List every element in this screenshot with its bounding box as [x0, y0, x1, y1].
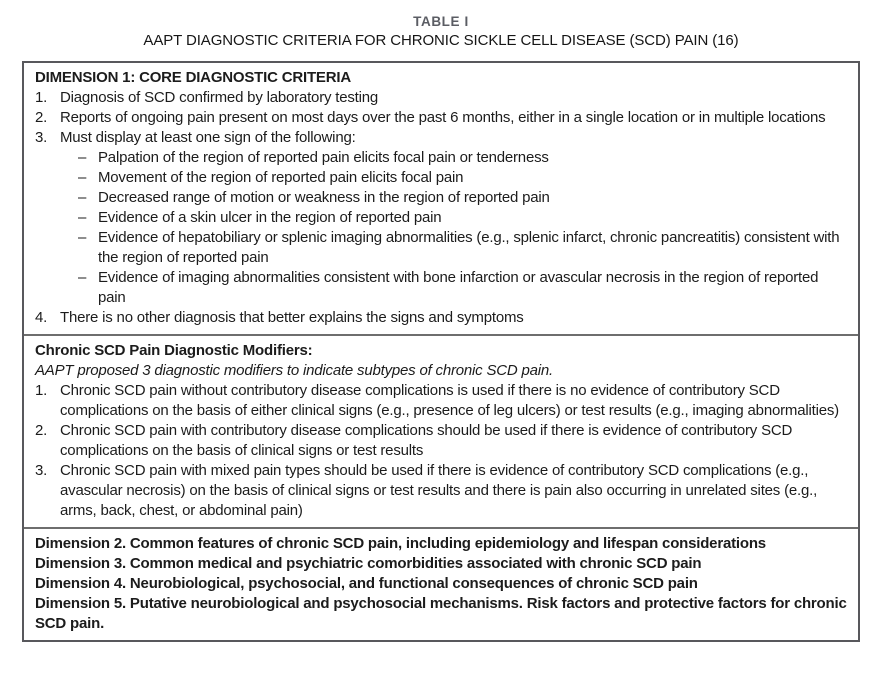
dash-marker: – — [78, 149, 87, 166]
item-number: 1. — [35, 382, 48, 399]
item-text: Chronic SCD pain without contributory disease complications is used if there is no evidence of contributory SCD complications on the basis of either clinical signs (e.g., presence of leg ulcers) or test results (e.g., imaging abnormalities) — [60, 382, 839, 419]
item-text: Chronic SCD pain with mixed pain types should be used if there is evidence of contributory SCD complications (e.g., avascular necrosis) on the basis of clinical signs or test results and there is pain also occurring in unrelated sites (e.g., arms, back, chest, or abdominal pain) — [60, 462, 818, 519]
table-caption — [0, 12, 882, 51]
table-title: AAPT DIAGNOSTIC CRITERIA FOR CHRONIC SICKLE CELL DISEASE (SCD) PAIN (16) — [143, 32, 739, 49]
item-number: 4. — [35, 309, 48, 326]
list-item — [35, 421, 848, 461]
item-text: Reports of ongoing pain present on most days over the past 6 months, either in a single location or in multiple locations — [60, 109, 826, 126]
dash-marker: – — [78, 229, 87, 246]
dash-marker: – — [78, 189, 87, 206]
item-text: There is no other diagnosis that better explains the signs and symptoms — [60, 309, 524, 326]
item-number: 2. — [35, 109, 48, 126]
sub-item-text: Evidence of imaging abnormalities consistent with bone infarction or avascular necrosis in the region of reported pain — [98, 269, 819, 306]
list-item — [35, 461, 848, 521]
dimension-2-line: Dimension 2. Common features of chronic SCD pain, including epidemiology and lifespan considerations — [35, 535, 766, 552]
item-number: 1. — [35, 89, 48, 106]
item-number: 3. — [35, 462, 48, 479]
sub-list-item — [78, 228, 848, 268]
sub-item-text: Decreased range of motion or weakness in the region of reported pain — [98, 189, 550, 206]
item-number: 2. — [35, 422, 48, 439]
section-dimensions-2-5 — [24, 527, 858, 640]
criteria-table — [22, 61, 860, 642]
sub-list-item — [78, 188, 848, 208]
list-item — [35, 108, 848, 128]
section-diagnostic-modifiers — [24, 334, 858, 527]
table-number: TABLE I — [413, 14, 469, 29]
section-dimension-1-heading: DIMENSION 1: CORE DIAGNOSTIC CRITERIA — [35, 69, 351, 86]
item-text: Diagnosis of SCD confirmed by laboratory testing — [60, 89, 379, 106]
dimension-3-line: Dimension 3. Common medical and psychiatric comorbidities associated with chronic SCD pain — [35, 555, 702, 572]
item-text: Must display at least one sign of the following: — [60, 129, 356, 146]
list-item — [35, 88, 848, 108]
list-item — [35, 128, 848, 148]
dash-marker: – — [78, 169, 87, 186]
sub-list-item — [78, 208, 848, 228]
sub-list-item — [78, 168, 848, 188]
sub-list-item — [78, 268, 848, 308]
dimension-5-line: Dimension 5. Putative neurobiological and psychosocial mechanisms. Risk factors and protective factors for chronic SCD pain. — [35, 595, 847, 632]
dimension-4-line: Dimension 4. Neurobiological, psychosocial, and functional consequences of chronic SCD pain — [35, 575, 698, 592]
list-item — [35, 308, 848, 328]
list-item — [35, 381, 848, 421]
dash-marker: – — [78, 269, 87, 286]
sub-item-text: Palpation of the region of reported pain elicits focal pain or tenderness — [98, 149, 549, 166]
sub-item-text: Movement of the region of reported pain elicits focal pain — [98, 169, 464, 186]
item-text: Chronic SCD pain with contributory disease complications should be used if there is evidence of contributory SCD complications on the basis of clinical signs or test results — [60, 422, 793, 459]
section-dimension-1 — [24, 63, 858, 334]
section-modifiers-intro: AAPT proposed 3 diagnostic modifiers to indicate subtypes of chronic SCD pain. — [35, 362, 554, 379]
item-number: 3. — [35, 129, 48, 146]
sub-item-text: Evidence of a skin ulcer in the region of reported pain — [98, 209, 442, 226]
section-modifiers-heading: Chronic SCD Pain Diagnostic Modifiers: — [35, 342, 313, 359]
dash-marker: – — [78, 209, 87, 226]
sub-list-item — [78, 148, 848, 168]
sub-item-text: Evidence of hepatobiliary or splenic imaging abnormalities (e.g., splenic infarct, chronic pancreatitis) consistent with the region of reported pain — [98, 229, 840, 266]
